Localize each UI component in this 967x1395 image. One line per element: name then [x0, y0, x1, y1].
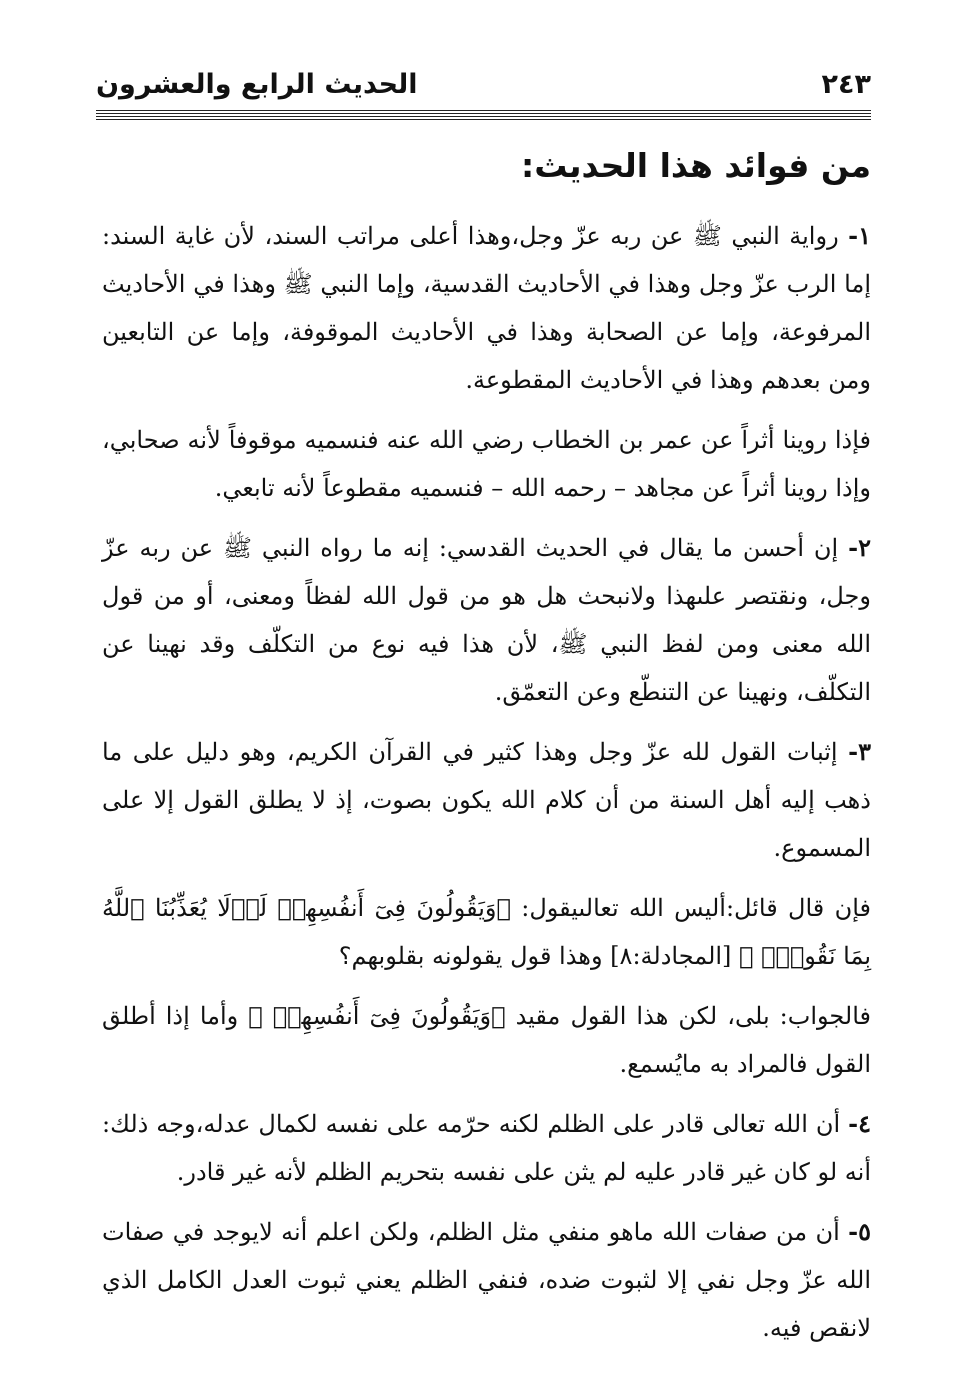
- paragraph-6: [102, 992, 871, 1088]
- paragraph-number: ٥-: [848, 1217, 871, 1246]
- paragraph-text: رواية النبي ﷺ عن ربه عزّ وجل،وهذا أعلى مراتب السند، لأن غاية السند: إما الرب عزّ وجل وهذا في الأحاديث القدسية، وإما النبي ﷺ وهذا في الأحاديث المرفوعة، وإما عن الصحابة وهذا في الأحاديث الموقوفة، وإما عن التابعين ومن بعدهم وهذا في الأحاديث المقطوعة.: [102, 222, 871, 394]
- paragraph-number: ٤-: [848, 1109, 871, 1138]
- running-header: [96, 62, 871, 106]
- paragraph-5: [102, 884, 871, 980]
- page-number: ٢٤٣: [821, 68, 871, 100]
- paragraph-2: [102, 416, 871, 512]
- paragraph-7: [102, 1100, 871, 1196]
- paragraph-text: فإذا روينا أثراً عن عمر بن الخطاب رضي الله عنه فنسميه موقوفاً لأنه صحابي، وإذا روينا أثراً عن مجاهد – رحمه الله – فنسميه مقطوعاً لأنه تابعي.: [102, 426, 871, 502]
- paragraph-text: أن الله تعالى قادر على الظلم لكنه حرّمه على نفسه لكمال عدله،وجه ذلك: أنه لو كان غير قادر عليه لم يثن على نفسه بتحريم الظلم لأنه غير قادر.: [102, 1110, 871, 1186]
- paragraph-4: [102, 728, 871, 872]
- body-text: [102, 212, 871, 1364]
- paragraph-3: [102, 524, 871, 716]
- paragraph-text: أن من صفات الله ماهو منفي مثل الظلم، ولكن اعلم أنه لايوجد في صفات الله عزّ وجل نفي إلا لثبوت ضده، فنفي الظلم يعني ثبوت العدل الكامل الذي لانقص فيه.: [102, 1218, 871, 1342]
- paragraph-text: فالجواب: بلى، لكن هذا القول مقيد ﴿وَيَقُولُونَ فِىٓ أَنفُسِهِمۡ ﴾ وأما إذا أطلق القول فالمراد به مايُسمع.: [102, 1002, 871, 1078]
- paragraph-8: [102, 1208, 871, 1352]
- running-header-title: الحديث الرابع والعشرون: [96, 68, 418, 100]
- paragraph-text: فإن قال قائل:أليس الله تعالىيقول: ﴿وَيَقُولُونَ فِىٓ أَنفُسِهِمۡ لَوۡلَا يُعَذِّبُنَا ٱللَّهُ بِمَا نَقُولُۚ ﴾ [المجادلة:٨] وهذا قول يقولونه بقلوبهم؟: [102, 894, 871, 970]
- paragraph-text: إثبات القول لله عزّ وجل وهذا كثير في القرآن الكريم، وهو دليل على ما ذهب إليه أهل السنة من أن كلام الله يكون بصوت، إذ لا يطلق القول إلا على المسموع.: [102, 738, 871, 862]
- paragraph-number: ١-: [848, 221, 871, 250]
- section-title: من فوائد هذا الحديث:: [521, 146, 871, 185]
- paragraph-1: [102, 212, 871, 404]
- paragraph-text: إن أحسن ما يقال في الحديث القدسي: إنه ما رواه النبي ﷺ عن ربه عزّ وجل، ونقتصر علىهذا ولانبحث هل هو من قول الله لفظاً ومعنى، أو من قول الله معنى ومن لفظ النبي ﷺ، لأن هذا فيه نوع من التكلّف وقد نهينا عن التكلّف، ونهينا عن التنطّع وعن التعمّق.: [102, 534, 871, 706]
- paragraph-number: ٣-: [848, 737, 871, 766]
- header-rule: [96, 110, 871, 120]
- paragraph-number: ٢-: [848, 533, 871, 562]
